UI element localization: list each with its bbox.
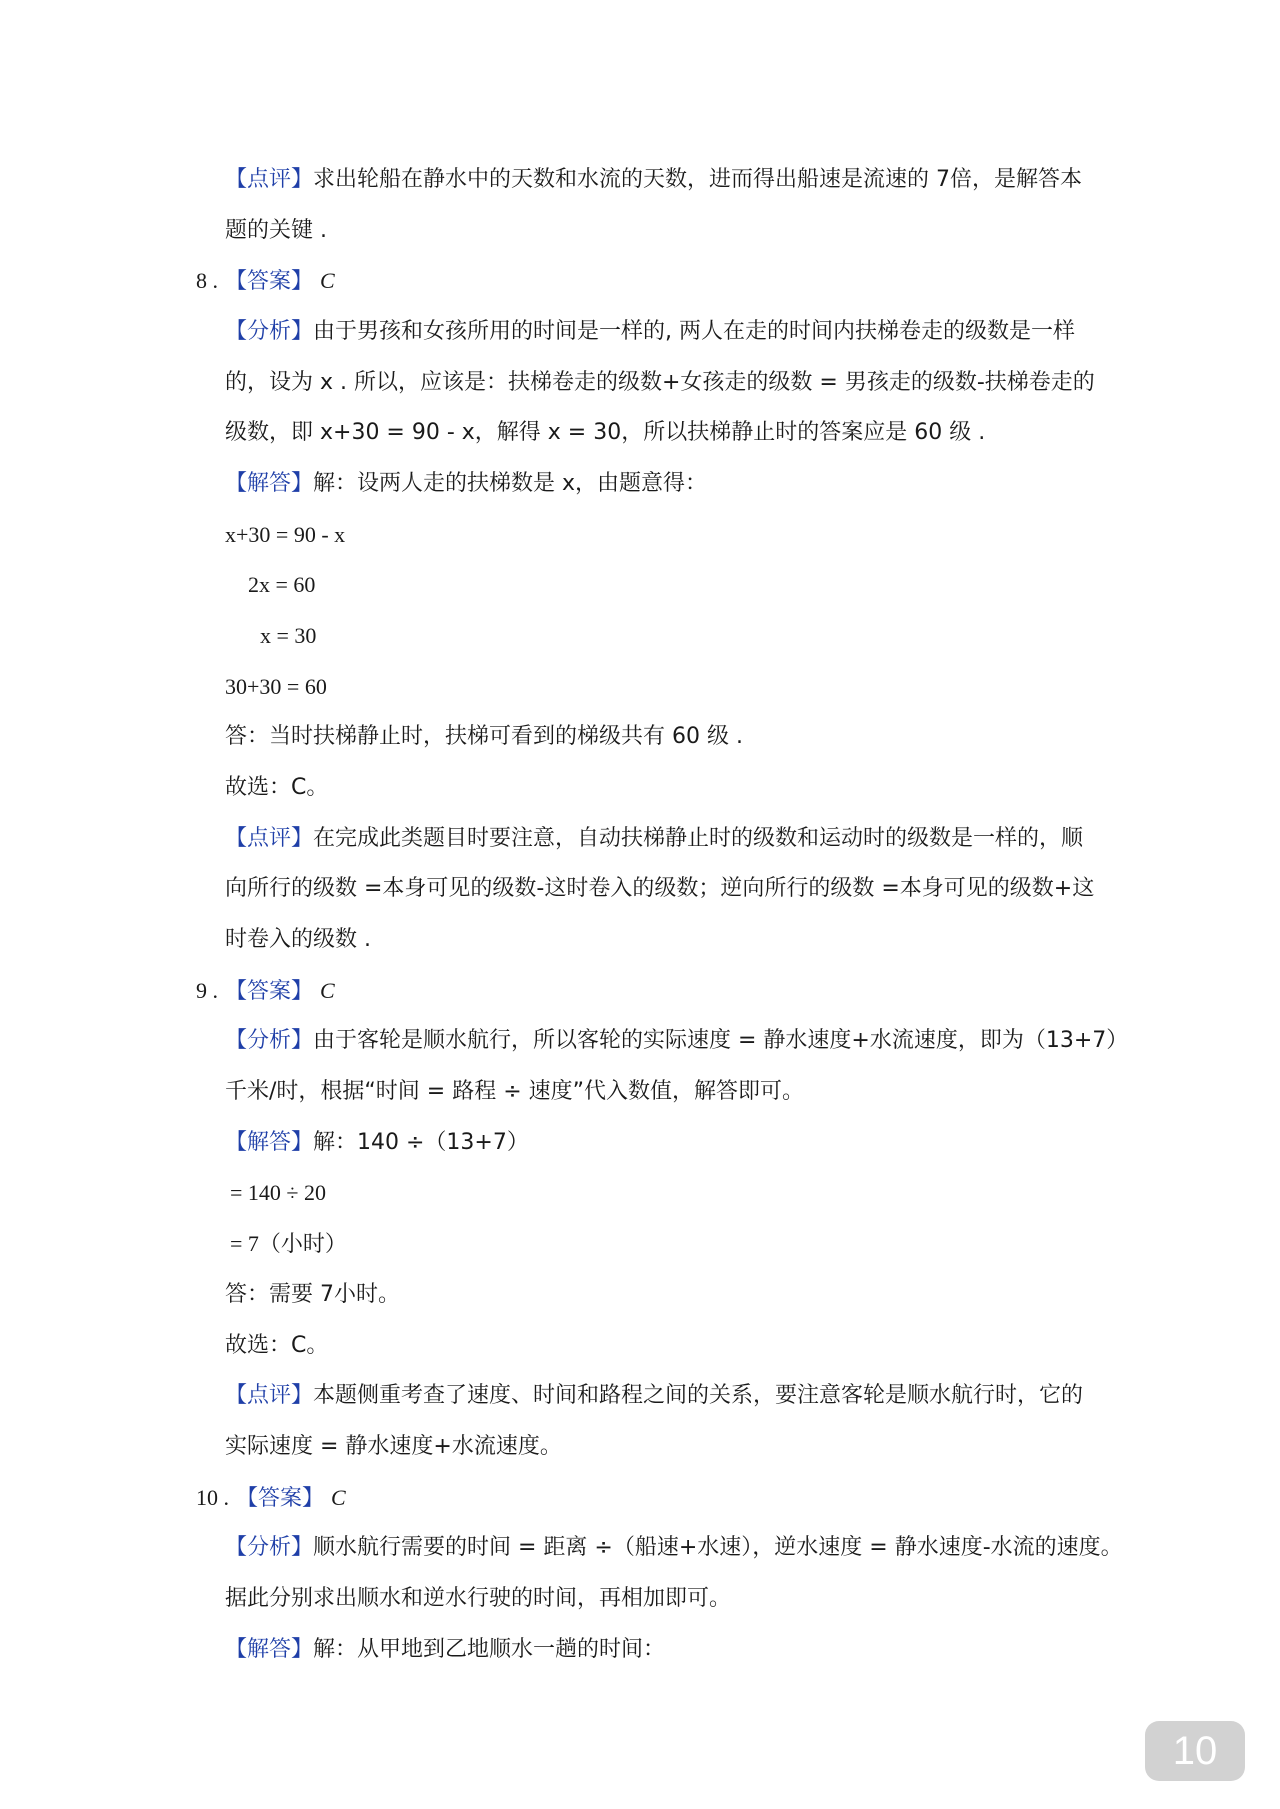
review-text: 求出轮船在静水中的天数和水流的天数，进而得出船速是流速的 7倍，是解答本	[313, 167, 1083, 192]
solution-tag: 【解答】	[225, 1637, 314, 1662]
text-line: 据此分别求出顺水和逆水行驶的时间，再相加即可。	[225, 1586, 732, 1611]
question-number: 8 .	[196, 268, 218, 293]
answer-tag: 【答案】	[225, 979, 314, 1004]
text-line: 题的关键 .	[225, 218, 327, 243]
solution-9	[225, 1128, 529, 1158]
solution-text: 解：设两人走的扶梯数是 x，由题意得：	[313, 471, 708, 496]
text-line: 级数，即 x+30 = 90 - x，解得 x = 30，所以扶梯静止时的答案应是 60 级 .	[225, 420, 986, 445]
text-line: 千米/时，根据“时间 = 路程 ÷ 速度”代入数值，解答即可。	[225, 1079, 805, 1104]
analysis-tag: 【分析】	[225, 1535, 314, 1560]
answer-tag: 【答案】	[236, 1486, 325, 1511]
solution-8	[225, 469, 707, 499]
analysis-10	[225, 1533, 1123, 1563]
review-tag: 【点评】	[225, 826, 314, 851]
answer-statement: 答：当时扶梯静止时，扶梯可看到的梯级共有 60 级 .	[225, 724, 743, 749]
equation-line: 30+30 = 60	[225, 674, 327, 699]
answer-tag: 【答案】	[225, 269, 314, 294]
question-number: 9 .	[196, 978, 218, 1003]
text-line: 的，设为 x . 所以，应该是：扶梯卷走的级数+女孩走的级数 = 男孩走的级数-扶梯卷走的	[225, 370, 1095, 395]
text-line: 时卷入的级数 .	[225, 927, 371, 952]
answer-statement: 答：需要 7小时。	[225, 1282, 400, 1307]
equation-line: 2x = 60	[248, 572, 316, 597]
equation-line: = 140 ÷ 20	[230, 1180, 326, 1205]
answer-heading-8	[196, 266, 335, 297]
choice-statement: 故选：C。	[225, 1333, 329, 1358]
page-number-badge: 10	[1145, 1721, 1245, 1781]
equation-line: x = 30	[260, 623, 317, 648]
solution-text: 解：从甲地到乙地顺水一趟的时间：	[313, 1637, 666, 1662]
analysis-8	[225, 317, 1075, 347]
review-text: 本题侧重考查了速度、时间和路程之间的关系，要注意客轮是顺水航行时，它的	[313, 1383, 1084, 1408]
analysis-text: 由于客轮是顺水航行，所以客轮的实际速度 = 静水速度+水流速度，即为（13+7）	[313, 1028, 1129, 1053]
analysis-tag: 【分析】	[225, 319, 314, 344]
solution-tag: 【解答】	[225, 1130, 314, 1155]
solution-text: 解：140 ÷（13+7）	[313, 1130, 529, 1155]
choice-statement: 故选：C。	[225, 775, 329, 800]
equation-line: x+30 = 90 - x	[225, 522, 346, 547]
review-9	[225, 1381, 1083, 1411]
text-line: 向所行的级数 =本身可见的级数-这时卷入的级数；逆向所行的级数 =本身可见的级数+这	[225, 876, 1095, 901]
analysis-9	[225, 1026, 1128, 1056]
answer-choice: C	[320, 978, 335, 1003]
review-7	[225, 165, 1082, 195]
analysis-tag: 【分析】	[225, 1028, 314, 1053]
answer-heading-9	[196, 976, 335, 1007]
answer-heading-10	[196, 1483, 346, 1514]
answer-choice: C	[331, 1485, 346, 1510]
answer-choice: C	[320, 268, 335, 293]
equation-line: = 7（小时）	[230, 1231, 347, 1256]
solution-tag: 【解答】	[225, 471, 314, 496]
solution-10	[225, 1635, 665, 1665]
review-text: 在完成此类题目时要注意，自动扶梯静止时的级数和运动时的级数是一样的，顺	[313, 826, 1084, 851]
analysis-text: 由于男孩和女孩所用的时间是一样的, 两人在走的时间内扶梯卷走的级数是一样	[313, 319, 1076, 344]
review-tag: 【点评】	[225, 167, 314, 192]
review-tag: 【点评】	[225, 1383, 314, 1408]
analysis-text: 顺水航行需要的时间 = 距离 ÷（船速+水速），逆水速度 = 静水速度-水流的速度。	[313, 1535, 1123, 1560]
review-8	[225, 824, 1083, 854]
question-number: 10 .	[196, 1485, 229, 1510]
text-line: 实际速度 = 静水速度+水流速度。	[225, 1434, 562, 1459]
